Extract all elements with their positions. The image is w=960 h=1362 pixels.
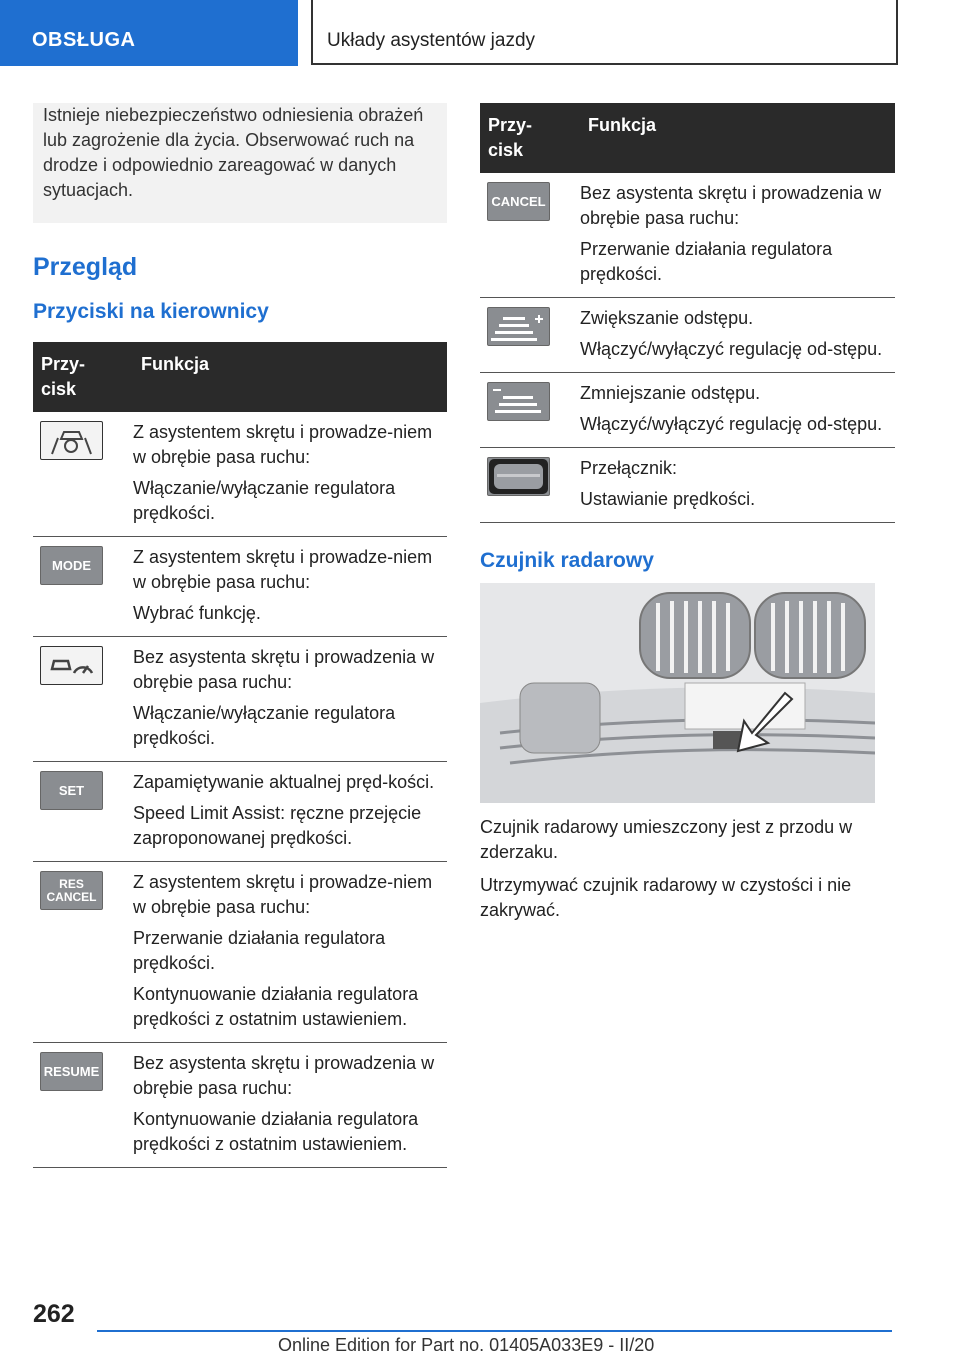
button-cell (33, 412, 133, 537)
table-row (33, 637, 447, 762)
distance-increase-icon (487, 307, 550, 346)
speedometer-icon (40, 646, 103, 685)
chapter-header (311, 0, 898, 65)
driving-assistant-icon (40, 421, 103, 460)
column-header-button: Przy- cisk (480, 103, 580, 173)
steering-buttons-table (33, 342, 447, 1168)
function-text: Włączanie/wyłączanie regulatora prędkości. (133, 478, 396, 523)
left-column (33, 103, 447, 1168)
section-tab (0, 0, 298, 66)
button-cell (480, 173, 580, 298)
table-row (33, 862, 447, 1043)
button-cell (33, 862, 133, 1043)
function-cell (133, 412, 447, 537)
res-cancel-icon: RES CANCEL (40, 871, 103, 910)
button-cell (33, 762, 133, 862)
page-number: 262 (33, 1300, 75, 1328)
table-row (33, 1043, 447, 1168)
function-text: Zwiększanie odstępu. (580, 308, 754, 328)
column-header-function: Funkcja (133, 342, 447, 412)
cancel-icon: CANCEL (487, 182, 550, 221)
button-cell (33, 1043, 133, 1168)
function-text: Przerwanie działania regulatora prędkości. (580, 239, 833, 284)
section-title: OBSŁUGA (32, 29, 136, 51)
table-row (33, 762, 447, 862)
chapter-title: Układy asystentów jazdy (327, 30, 536, 51)
function-cell (133, 637, 447, 762)
function-text: Kontynuowanie działania regulatora prędkości z ostatnim ustawieniem. (133, 1109, 419, 1154)
function-text: Włączyć/wyłączyć regulację od-stępu. (580, 339, 883, 359)
table-row (480, 448, 895, 523)
function-text: Przełącznik: (580, 458, 678, 478)
rocker-switch-icon (487, 457, 550, 496)
radar-sensor-photo (480, 583, 875, 803)
mode-icon: MODE (40, 546, 103, 585)
function-cell (133, 762, 447, 862)
warning-box (33, 103, 447, 223)
function-text: Z asystentem skrętu i prowadze-niem w obrębie pasa ruchu: (133, 422, 433, 467)
function-text: Bez asystenta skrętu i prowadzenia w obrębie pasa ruchu: (580, 183, 882, 228)
set-icon: SET (40, 771, 103, 810)
section-heading: Przegląd (33, 253, 138, 281)
button-cell (480, 298, 580, 373)
function-text: Ustawianie prędkości. (580, 489, 756, 509)
function-text: Bez asystenta skrętu i prowadzenia w obrębie pasa ruchu: (133, 1053, 435, 1098)
footer-rule (97, 1330, 892, 1332)
radar-paragraph-1: Czujnik radarowy umieszczony jest z przodu w zderzaku. (480, 817, 853, 862)
column-header-button: Przy- cisk (33, 342, 133, 412)
radar-heading: Czujnik radarowy (480, 549, 654, 572)
function-text: Przerwanie działania regulatora prędkości. (133, 928, 386, 973)
table-row (33, 537, 447, 637)
radar-paragraph-2: Utrzymywać czujnik radarowy w czystości i nie zakrywać. (480, 875, 852, 920)
function-cell (580, 448, 895, 523)
function-cell (133, 862, 447, 1043)
function-cell (580, 373, 895, 448)
function-cell (133, 537, 447, 637)
function-text: Zmniejszanie odstępu. (580, 383, 761, 403)
table-row (33, 412, 447, 537)
function-text: Z asystentem skrętu i prowadze-niem w obrębie pasa ruchu: (133, 872, 433, 917)
distance-decrease-icon (487, 382, 550, 421)
button-cell (33, 637, 133, 762)
function-text: Wybrać funkcję. (133, 603, 261, 623)
car-front-illustration (480, 583, 875, 803)
function-text: Włączyć/wyłączyć regulację od-stępu. (580, 414, 883, 434)
function-text: Z asystentem skrętu i prowadze-niem w obrębie pasa ruchu: (133, 547, 433, 592)
warning-text: Istnieje niebezpieczeństwo odniesienia obrażeń lub zagrożenie dla życia. Obserwować ruch na drodze i odpowiednio zareagować w danych sytuacjach. (43, 105, 424, 200)
right-column (480, 103, 895, 931)
button-cell (480, 448, 580, 523)
radar-description (480, 815, 895, 923)
resume-icon: RESUME (40, 1052, 103, 1091)
subsection-heading: Przyciski na kierownicy (33, 300, 269, 323)
function-cell (580, 298, 895, 373)
table-row (480, 373, 895, 448)
function-text: Speed Limit Assist: ręczne przejęcie zaproponowanej prędkości. (133, 803, 422, 848)
function-text: Włączanie/wyłączanie regulatora prędkości. (133, 703, 396, 748)
table-row (480, 298, 895, 373)
function-cell (580, 173, 895, 298)
function-text: Kontynuowanie działania regulatora prędkości z ostatnim ustawieniem. (133, 984, 419, 1029)
footer-edition: Online Edition for Part no. 01405A033E9 - II/20 (278, 1335, 655, 1355)
function-cell (133, 1043, 447, 1168)
function-text: Bez asystenta skrętu i prowadzenia w obrębie pasa ruchu: (133, 647, 435, 692)
function-text: Zapamiętywanie aktualnej pręd-kości. (133, 772, 435, 792)
table-row (480, 173, 895, 298)
button-cell (480, 373, 580, 448)
button-cell (33, 537, 133, 637)
column-header-function: Funkcja (580, 103, 895, 173)
steering-buttons-table-continued (480, 103, 895, 523)
